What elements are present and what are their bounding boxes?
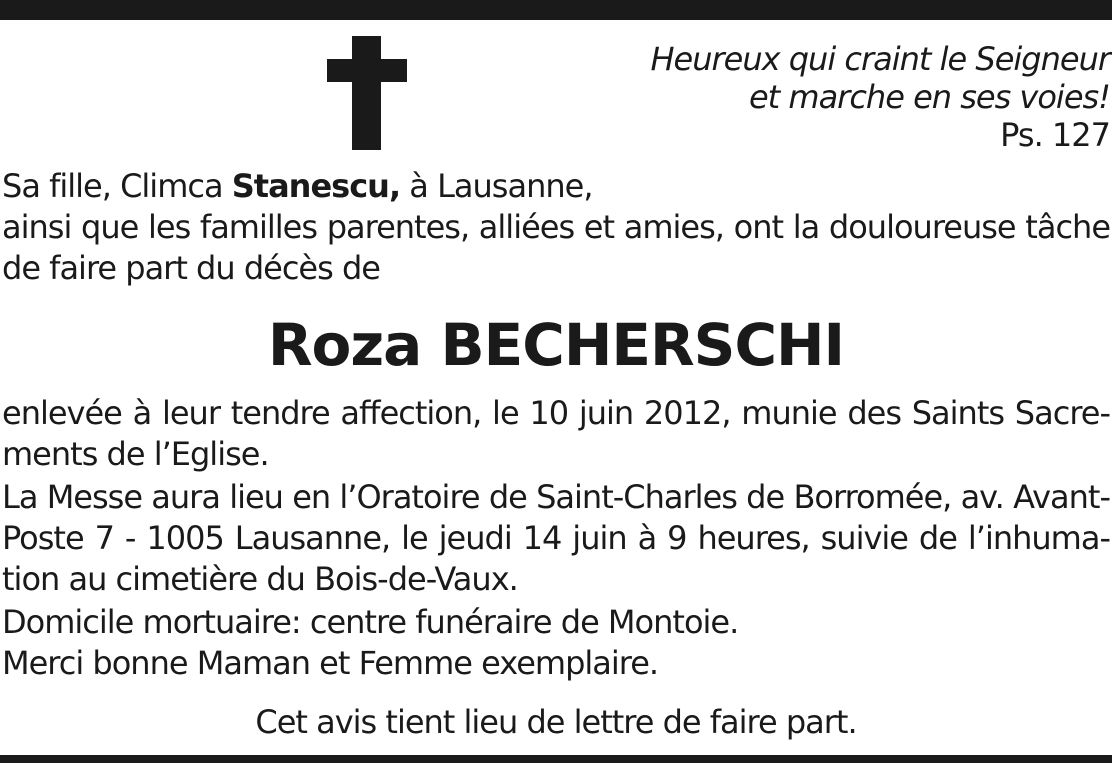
announcement-line-3: de faire part du décès de bbox=[2, 249, 380, 287]
details-line-7: Merci bonne Maman et Femme exemplaire. bbox=[2, 644, 659, 682]
details-line-1: enlevée à leur tendre affection, le 10 juin 2012, munie des Saints Sacre- bbox=[2, 394, 1110, 432]
details-line-5: tion au cimetière du Bois-de-Vaux. bbox=[2, 560, 518, 598]
notice-footer: Cet avis tient lieu de lettre de faire part. bbox=[255, 703, 857, 741]
deceased-name: Roza BECHERSCHI bbox=[267, 311, 845, 379]
intro-prefix: Sa fille, Climca bbox=[2, 167, 232, 205]
top-rule bbox=[0, 0, 1112, 20]
details-line-4: Poste 7 - 1005 Lausanne, le jeudi 14 juin à 9 heures, suivie de l’inhuma- bbox=[2, 519, 1110, 557]
bible-verse bbox=[650, 40, 1110, 154]
details-line-3: La Messe aura lieu en l’Oratoire de Saint-Charles de Borromée, av. Avant- bbox=[2, 478, 1110, 516]
intro-suffix: à Lausanne, bbox=[400, 167, 593, 205]
verse-line-2: et marche en ses voies! bbox=[748, 78, 1110, 116]
intro-surname: Stanescu, bbox=[231, 167, 401, 205]
verse-reference: Ps. 127 bbox=[1000, 116, 1110, 154]
details-line-2: ments de l’Eglise. bbox=[2, 435, 269, 473]
latin-cross-icon bbox=[327, 36, 407, 150]
announcement-line-2: ainsi que les familles parentes, alliées et amies, ont la douloureuse tâche bbox=[2, 208, 1110, 246]
bottom-rule bbox=[0, 755, 1112, 763]
details-line-6: Domicile mortuaire: centre funéraire de Montoie. bbox=[2, 603, 739, 641]
verse-line-1: Heureux qui craint le Seigneur bbox=[650, 40, 1110, 78]
announcement-line-1 bbox=[2, 167, 1110, 205]
